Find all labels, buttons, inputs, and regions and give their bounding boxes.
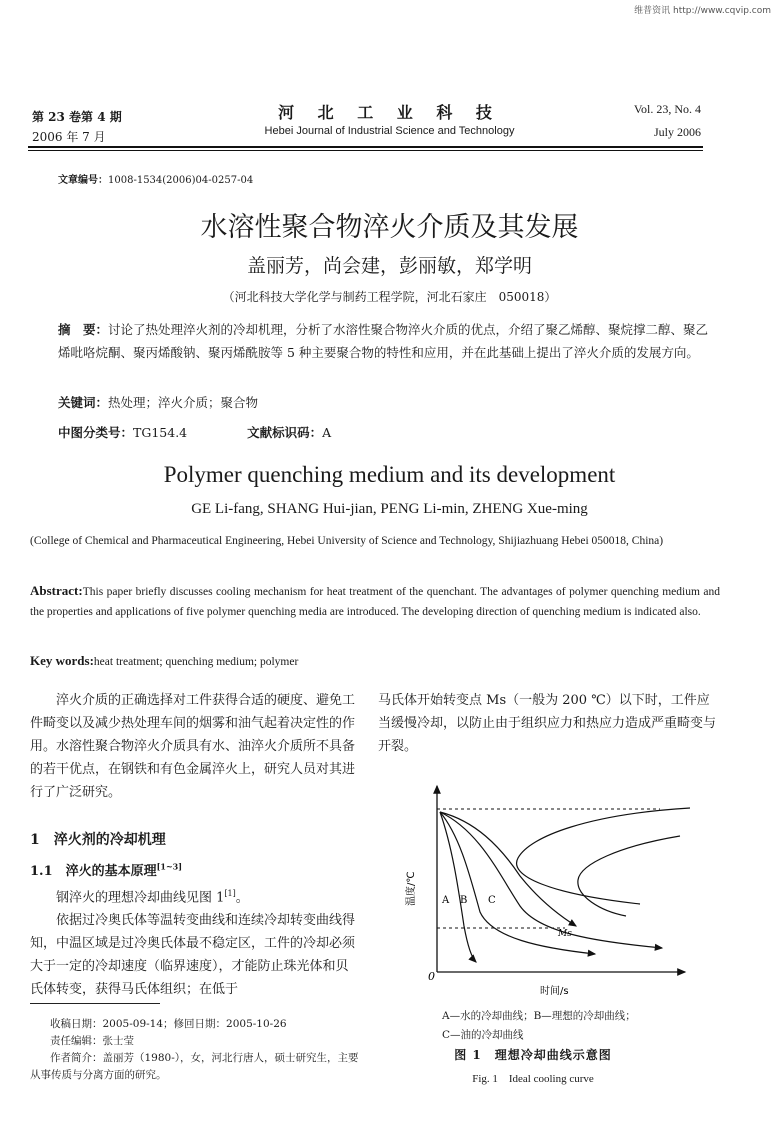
curve-label-c: C bbox=[488, 895, 496, 906]
ms-label: Ms bbox=[558, 929, 572, 939]
curve-label-b: B bbox=[460, 895, 468, 906]
abstract-cn: 摘 要：讨论了热处理淬火剂的冷却机理，分析了水溶性聚合物淬火介质的优点，介绍了聚乙烯醇、聚烷撑二醇、聚乙烯吡咯烷酮、聚丙烯酸钠、聚丙烯酰胺等 5 种主要聚合物的特性和应用，并在此基础上提出了淬火介质的发展方向。 bbox=[58, 322, 709, 360]
curve-extra bbox=[440, 812, 576, 926]
body-right-paragraph: 马氏体开始转变点 Ms（一般为 200 ℃）以下时，工件应当缓慢冷却，以防止由于组织应力和热应力造成严重畸变与开裂。 bbox=[378, 693, 717, 754]
figure-legend: A—水的冷却曲线；B—理想的冷却曲线； C—油的冷却曲线 bbox=[442, 1010, 636, 1041]
footnote-received: 收稿日期：2005-09-14；修回日期：2005-10-26 bbox=[50, 1018, 287, 1030]
footnote-rule bbox=[30, 1003, 160, 1004]
footnote-editor: 责任编辑：张士莹 bbox=[50, 1035, 134, 1047]
header-rule-thin bbox=[28, 150, 703, 151]
affiliation-en: (College of Chemical and Pharmaceutical Engineering, Hebei University of Science and Technology, Shijiazhuang Hebei 050018, China) bbox=[30, 535, 664, 547]
authors-cn: 盖丽芳，尚会建，彭丽敏，郑学明 bbox=[246, 255, 532, 277]
header-rule bbox=[28, 146, 703, 148]
volume-en: Vol. 23, No. 4 bbox=[633, 102, 701, 116]
article-number: 文章编号：1008-1534(2006)04-0257-04 bbox=[58, 175, 254, 186]
journal-title-en: Hebei Journal of Industrial Science and Technology bbox=[264, 125, 515, 137]
date-cn: 2006 年 7 月 bbox=[32, 130, 106, 144]
authors-en: GE Li-fang, SHANG Hui-jian, PENG Li-min, ZHENG Xue-ming bbox=[191, 501, 588, 517]
classification-cn: 中图分类号：TG154.4 文献标识码：A bbox=[58, 425, 332, 440]
y-axis-label: 温度/℃ bbox=[406, 871, 417, 906]
ttt-curve-start bbox=[517, 808, 690, 904]
footnote-author: 作者简介：盖丽芳（1980-），女，河北行唐人，硕士研究生，主要从事传质与分离方面的研究。 bbox=[30, 1052, 359, 1081]
paper-title-cn: 水溶性聚合物淬火介质及其发展 bbox=[200, 212, 579, 243]
ttt-curve-finish bbox=[578, 836, 680, 916]
figure-caption-cn: 图 1 理想冷却曲线示意图 bbox=[454, 1048, 612, 1062]
abstract-en: Abstract:This paper briefly discusses cooling mechanism for heat treatment of the quenchant. The advantages of polymer quenching medium and the properties and applications of five polymer quenching media are introduced. The developing direction of quenching medium is indicated also. bbox=[30, 583, 720, 618]
body-paragraph-2: 钢淬火的理想冷却曲线见图 1[1]。 依据过冷奥氏体等温转变曲线和连续冷却转变曲线得知，中温区域是过冷奥氏体最不稳定区，工件的冷却必须大于一定的冷却速度（临界速度），才能防止珠光体和贝氏体转变，获得马氏体组织；在低于 bbox=[30, 889, 356, 998]
affiliation-cn: （河北科技大学化学与制药工程学院，河北石家庄 050018） bbox=[222, 290, 557, 304]
figure-caption-en: Fig. 1 Ideal cooling curve bbox=[472, 1073, 594, 1085]
paper-title-en: Polymer quenching medium and its development bbox=[163, 462, 616, 487]
date-en: July 2006 bbox=[653, 125, 701, 139]
volume-cn: 第 23 卷第 4 期 bbox=[32, 110, 122, 124]
ideal-cooling-curve-figure bbox=[400, 776, 700, 1004]
section-1-1-heading: 1.1 淬火的基本原理[1~3] bbox=[30, 861, 183, 879]
journal-title-cn: 河 北 工 业 科 技 bbox=[278, 103, 501, 122]
intro-paragraph: 淬火介质的正确选择对工件获得合适的硬度、避免工件畸变以及减少热处理车间的烟雾和油气起着决定性的作用。水溶性聚合物淬火介质具有水、油淬火介质所不具备的若干优点，在钢铁和有色金属淬火上，研究人员对其进行了广泛研究。 bbox=[30, 693, 356, 800]
watermark: 维普资讯 http://www.cqvip.com bbox=[634, 6, 771, 16]
keywords-cn: 关键词：热处理；淬火介质；聚合物 bbox=[58, 395, 259, 410]
section-1-heading: 1 淬火剂的冷却机理 bbox=[30, 832, 166, 848]
curve-label-a: A bbox=[442, 895, 450, 906]
x-axis-label: 时间/s bbox=[540, 986, 569, 997]
origin-label: 0 bbox=[428, 970, 435, 983]
keywords-en: Key words:heat treatment; quenching medium; polymer bbox=[30, 653, 299, 668]
